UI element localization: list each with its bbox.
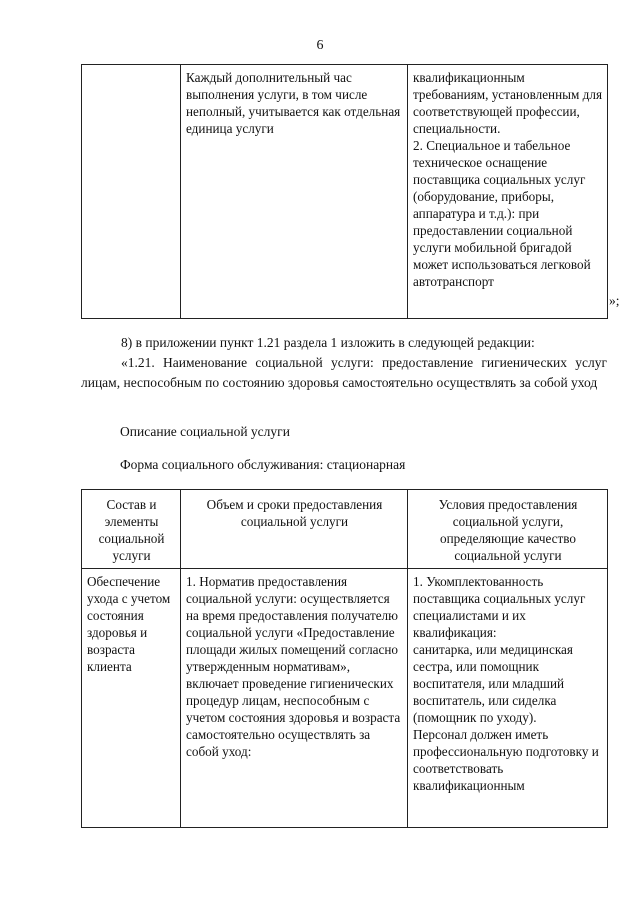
conditions-line: квалификационным требованиям, установленным для соответствующей профессии, специальности.	[413, 70, 603, 136]
service-description-table	[81, 489, 608, 828]
table-row	[82, 569, 608, 828]
page-number: 6	[316, 38, 324, 53]
header-conditions: Условия предоставления социальной услуги, определяющие качество социальной услуги	[408, 490, 608, 569]
table-header-row	[82, 490, 608, 569]
table-row	[82, 65, 608, 319]
table-cell-element: Обеспечение ухода с учетом состояния здоровья и возраста клиента	[82, 569, 181, 828]
service-form-heading: Форма социального обслуживания: стационарная	[120, 457, 406, 472]
amendment-item-8: 8) в приложении пункт 1.21 раздела 1 изложить в следующей редакции:	[121, 335, 535, 350]
closing-quote: »;	[609, 293, 620, 308]
description-heading: Описание социальной услуги	[120, 424, 290, 439]
header-composition: Состав и элементы социальной услуги	[82, 490, 181, 569]
table-cell-volume: 1. Норматив предоставления социальной услуги: осуществляется на время предоставления получателю социальной услуги «Предоставление площади жилых помещений согласно утвержденным нормативам», включает проведение гигиенических процедур лицам, неспособным с учетом состояния здоровья и возраста самостоятельно осуществлять за собой уход:	[181, 569, 408, 828]
service-name-paragraph: «1.21. Наименование социальной услуги: предоставление гигиенических услуг лицам, неспособным по состоянию здоровья самостоятельно осуществлять за собой уход	[81, 355, 607, 390]
continued-service-table	[81, 64, 608, 319]
conditions-line: Персонал должен иметь профессиональную подготовку и соответствовать квалификационным	[413, 727, 599, 793]
table-cell-volume: Каждый дополнительный час выполнения услуги, в том числе неполный, учитывается как отдельная единица услуги	[181, 65, 408, 319]
header-volume: Объем и сроки предоставления социальной услуги	[181, 490, 408, 569]
table-cell-conditions	[408, 65, 608, 319]
table-cell-conditions	[408, 569, 608, 828]
conditions-line: 1. Укомплектованность поставщика социальных услуг специалистами и их квалификация:	[413, 574, 586, 640]
conditions-line: санитарка, или медицинская сестра, или помощник воспитателя, или младший воспитатель, или сиделка (помощник по уходу).	[413, 642, 573, 725]
conditions-line: 2. Специальное и табельное техническое оснащение поставщика социальных услуг (оборудование, приборы, аппаратура и т.д.): при предоставлении социальной услуги мобильной бригадой может использоваться легковой автотранспорт	[413, 138, 591, 289]
table-cell-element	[82, 65, 181, 319]
